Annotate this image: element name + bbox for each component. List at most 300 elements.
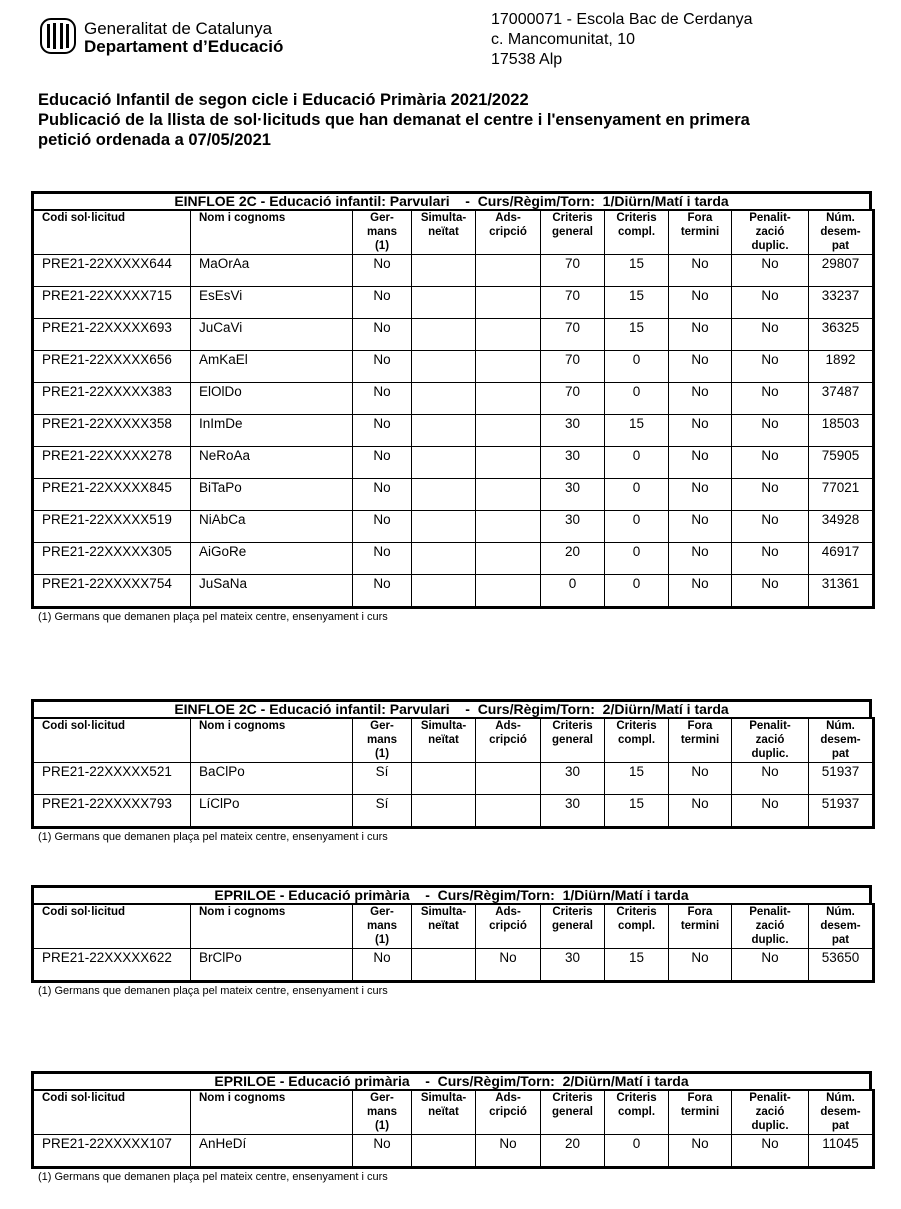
table-cell: No bbox=[669, 575, 732, 608]
table-cell: 11045 bbox=[809, 1135, 874, 1168]
table-cell: 20 bbox=[541, 1135, 605, 1168]
column-header bbox=[732, 904, 809, 949]
column-header-line: Criteris bbox=[616, 1092, 657, 1104]
column-header-line: desem- bbox=[820, 734, 861, 746]
table-row bbox=[33, 383, 874, 415]
table-cell: PRE21-22XXXXX715 bbox=[33, 287, 191, 319]
column-header-line: zació bbox=[755, 920, 785, 932]
table-cell: PRE21-22XXXXX845 bbox=[33, 479, 191, 511]
table-cell bbox=[476, 575, 541, 608]
column-header-line: neïtat bbox=[428, 1106, 459, 1118]
table-cell: LíClPo bbox=[191, 795, 353, 828]
column-header-line: desem- bbox=[820, 226, 861, 238]
table-cell bbox=[476, 383, 541, 415]
column-header-line: Núm. bbox=[826, 212, 855, 224]
column-header bbox=[809, 904, 874, 949]
column-header-line: Criteris bbox=[616, 212, 657, 224]
column-header bbox=[541, 1090, 605, 1135]
admissions-table bbox=[31, 903, 875, 983]
column-header-line: Ger- bbox=[370, 1092, 394, 1104]
table-cell bbox=[412, 255, 476, 287]
column-header bbox=[669, 718, 732, 763]
table-cell: 30 bbox=[541, 795, 605, 828]
table-cell: No bbox=[669, 415, 732, 447]
table-cell: No bbox=[732, 763, 809, 795]
column-header-line: Codi sol·licitud bbox=[42, 212, 126, 224]
column-header-line: Ger- bbox=[370, 212, 394, 224]
table-cell: JuCaVi bbox=[191, 319, 353, 351]
column-header bbox=[33, 1090, 191, 1135]
column-header bbox=[476, 1090, 541, 1135]
table-cell: 30 bbox=[541, 949, 605, 982]
column-header-line: Codi sol·licitud bbox=[42, 1092, 126, 1104]
table-row bbox=[33, 511, 874, 543]
column-header bbox=[605, 210, 669, 255]
table-cell: No bbox=[732, 447, 809, 479]
table-caption: EPRILOE - Educació primària - Curs/Règim/Torn: 2/Diürn/Matí i tarda bbox=[31, 1071, 872, 1089]
table-cell bbox=[476, 255, 541, 287]
column-header-line: cripció bbox=[489, 920, 527, 932]
table-cell: No bbox=[669, 255, 732, 287]
column-header-line: pat bbox=[831, 934, 850, 946]
table-header-row bbox=[33, 1090, 874, 1135]
column-header bbox=[809, 210, 874, 255]
column-header bbox=[412, 718, 476, 763]
table-cell: BrClPo bbox=[191, 949, 353, 982]
column-header-line: zació bbox=[755, 1106, 785, 1118]
table-cell: PRE21-22XXXXX383 bbox=[33, 383, 191, 415]
column-header bbox=[412, 1090, 476, 1135]
table-cell: No bbox=[669, 383, 732, 415]
table-cell: No bbox=[732, 511, 809, 543]
table-row bbox=[33, 949, 874, 982]
column-header-line: Núm. bbox=[826, 1092, 855, 1104]
column-header-line: Nom i cognoms bbox=[199, 212, 286, 224]
table-cell: No bbox=[732, 543, 809, 575]
table-caption: EINFLOE 2C - Educació infantil: Parvulari - Curs/Règim/Torn: 2/Diürn/Matí i tarda bbox=[31, 699, 872, 717]
column-header bbox=[191, 210, 353, 255]
department-name: Departament d’Educació bbox=[84, 37, 284, 56]
table-cell: PRE21-22XXXXX693 bbox=[33, 319, 191, 351]
table-cell: AmKaEl bbox=[191, 351, 353, 383]
column-header bbox=[476, 904, 541, 949]
document-title bbox=[38, 90, 848, 150]
table-cell: No bbox=[669, 479, 732, 511]
admissions-table-block bbox=[31, 885, 872, 997]
table-cell: 46917 bbox=[809, 543, 874, 575]
table-cell: No bbox=[732, 795, 809, 828]
table-cell: No bbox=[353, 575, 412, 608]
column-header bbox=[412, 210, 476, 255]
table-cell: InImDe bbox=[191, 415, 353, 447]
column-header-line: Ads- bbox=[495, 212, 521, 224]
table-row bbox=[33, 351, 874, 383]
table-cell bbox=[412, 795, 476, 828]
column-header-line: neïtat bbox=[428, 734, 459, 746]
column-header-line: desem- bbox=[820, 920, 861, 932]
table-cell: No bbox=[353, 511, 412, 543]
table-cell: 34928 bbox=[809, 511, 874, 543]
admissions-table bbox=[31, 717, 875, 829]
table-cell: No bbox=[669, 1135, 732, 1168]
table-cell: No bbox=[669, 543, 732, 575]
table-cell bbox=[412, 763, 476, 795]
table-cell bbox=[412, 319, 476, 351]
table-cell: 70 bbox=[541, 319, 605, 351]
table-cell: 75905 bbox=[809, 447, 874, 479]
table-cell: No bbox=[669, 511, 732, 543]
table-cell: 1892 bbox=[809, 351, 874, 383]
table-cell: 0 bbox=[605, 511, 669, 543]
table-cell: NeRoAa bbox=[191, 447, 353, 479]
table-cell: PRE21-22XXXXX644 bbox=[33, 255, 191, 287]
table-cell: No bbox=[353, 319, 412, 351]
table-cell: MaOrAa bbox=[191, 255, 353, 287]
table-cell: 0 bbox=[541, 575, 605, 608]
column-header-line: pat bbox=[831, 1120, 850, 1132]
column-header bbox=[809, 718, 874, 763]
admissions-table-block bbox=[31, 191, 872, 623]
school-street: c. Mancomunitat, 10 bbox=[491, 31, 636, 48]
table-cell: 36325 bbox=[809, 319, 874, 351]
table-cell: 15 bbox=[605, 415, 669, 447]
table-cell: No bbox=[732, 415, 809, 447]
column-header bbox=[669, 1090, 732, 1135]
title-line-1: Educació Infantil de segon cicle i Educació Primària 2021/2022 bbox=[38, 91, 529, 109]
column-header bbox=[541, 718, 605, 763]
column-header-line: duplic. bbox=[751, 1120, 789, 1132]
column-header-line: neïtat bbox=[428, 226, 459, 238]
column-header bbox=[732, 1090, 809, 1135]
table-cell: 15 bbox=[605, 319, 669, 351]
table-row bbox=[33, 543, 874, 575]
table-cell: 51937 bbox=[809, 795, 874, 828]
org-name: Generalitat de Catalunya bbox=[84, 19, 273, 38]
table-row bbox=[33, 479, 874, 511]
table-cell: No bbox=[669, 795, 732, 828]
column-header-line: duplic. bbox=[751, 748, 789, 760]
column-header-line: Criteris bbox=[616, 720, 657, 732]
admissions-table-block bbox=[31, 699, 872, 843]
title-line-3: petició ordenada a 07/05/2021 bbox=[38, 131, 271, 149]
column-header-line: zació bbox=[755, 226, 785, 238]
column-header-line: cripció bbox=[489, 734, 527, 746]
table-cell: 0 bbox=[605, 543, 669, 575]
column-header bbox=[353, 210, 412, 255]
column-header-line: general bbox=[552, 734, 593, 746]
table-cell: 0 bbox=[605, 351, 669, 383]
table-cell: No bbox=[669, 447, 732, 479]
table-cell: PRE21-22XXXXX793 bbox=[33, 795, 191, 828]
table-cell: 15 bbox=[605, 287, 669, 319]
table-cell: 15 bbox=[605, 255, 669, 287]
column-header-line: (1) bbox=[374, 934, 390, 946]
table-cell: 15 bbox=[605, 763, 669, 795]
column-header bbox=[191, 718, 353, 763]
table-cell: 30 bbox=[541, 447, 605, 479]
column-header-line: Codi sol·licitud bbox=[42, 906, 126, 918]
table-cell: EsEsVi bbox=[191, 287, 353, 319]
column-header-line: Nom i cognoms bbox=[199, 1092, 286, 1104]
column-header-line: cripció bbox=[489, 1106, 527, 1118]
column-header-line: Penalit- bbox=[749, 212, 791, 224]
column-header bbox=[33, 904, 191, 949]
column-header bbox=[809, 1090, 874, 1135]
column-header-line: general bbox=[552, 920, 593, 932]
table-cell: No bbox=[353, 543, 412, 575]
table-cell: No bbox=[732, 287, 809, 319]
table-header-row bbox=[33, 904, 874, 949]
table-cell: 0 bbox=[605, 575, 669, 608]
table-cell: 29807 bbox=[809, 255, 874, 287]
table-cell: 20 bbox=[541, 543, 605, 575]
table-cell: PRE21-22XXXXX519 bbox=[33, 511, 191, 543]
column-header-line: Criteris bbox=[552, 1092, 593, 1104]
table-cell: No bbox=[669, 287, 732, 319]
column-header-line: termini bbox=[680, 226, 720, 238]
admissions-table-block bbox=[31, 1071, 872, 1183]
column-header-line: compl. bbox=[617, 920, 656, 932]
column-header-line: desem- bbox=[820, 1106, 861, 1118]
table-cell: PRE21-22XXXXX305 bbox=[33, 543, 191, 575]
column-header-line: Penalit- bbox=[749, 720, 791, 732]
table-cell: No bbox=[353, 415, 412, 447]
column-header-line: termini bbox=[680, 734, 720, 746]
column-header-line: Simulta- bbox=[420, 212, 467, 224]
table-cell bbox=[476, 415, 541, 447]
table-cell bbox=[476, 795, 541, 828]
column-header bbox=[669, 210, 732, 255]
table-cell bbox=[412, 287, 476, 319]
table-row bbox=[33, 1135, 874, 1168]
table-row bbox=[33, 287, 874, 319]
table-cell: 15 bbox=[605, 949, 669, 982]
column-header-line: duplic. bbox=[751, 934, 789, 946]
table-cell bbox=[412, 479, 476, 511]
table-cell: No bbox=[353, 949, 412, 982]
column-header-line: Criteris bbox=[552, 906, 593, 918]
column-header-line: Fora bbox=[687, 720, 713, 732]
table-cell: NiAbCa bbox=[191, 511, 353, 543]
table-cell bbox=[412, 543, 476, 575]
column-header-line: Criteris bbox=[552, 212, 593, 224]
table-cell: JuSaNa bbox=[191, 575, 353, 608]
table-cell: No bbox=[732, 949, 809, 982]
column-header-line: termini bbox=[680, 1106, 720, 1118]
column-header-line: Simulta- bbox=[420, 1092, 467, 1104]
column-header bbox=[732, 718, 809, 763]
table-row bbox=[33, 319, 874, 351]
column-header bbox=[191, 904, 353, 949]
column-header bbox=[669, 904, 732, 949]
table-cell bbox=[412, 949, 476, 982]
column-header-line: mans bbox=[366, 1106, 398, 1118]
column-header-line: duplic. bbox=[751, 240, 789, 252]
table-cell: 15 bbox=[605, 795, 669, 828]
table-cell: 0 bbox=[605, 479, 669, 511]
column-header bbox=[541, 210, 605, 255]
table-caption: EPRILOE - Educació primària - Curs/Règim/Torn: 1/Diürn/Matí i tarda bbox=[31, 885, 872, 903]
table-cell: No bbox=[732, 479, 809, 511]
table-cell: 30 bbox=[541, 415, 605, 447]
column-header-line: Fora bbox=[687, 1092, 713, 1104]
column-header bbox=[476, 210, 541, 255]
table-cell: PRE21-22XXXXX107 bbox=[33, 1135, 191, 1168]
table-cell bbox=[412, 447, 476, 479]
table-cell: BiTaPo bbox=[191, 479, 353, 511]
column-header bbox=[412, 904, 476, 949]
column-header bbox=[605, 1090, 669, 1135]
column-header-line: cripció bbox=[489, 226, 527, 238]
table-footnote: (1) Germans que demanen plaça pel mateix centre, ensenyament i curs bbox=[38, 1171, 388, 1183]
table-cell bbox=[476, 763, 541, 795]
table-cell bbox=[476, 511, 541, 543]
table-cell: No bbox=[669, 351, 732, 383]
table-cell: No bbox=[353, 255, 412, 287]
table-cell: 0 bbox=[605, 383, 669, 415]
table-cell: 30 bbox=[541, 511, 605, 543]
table-cell: No bbox=[732, 319, 809, 351]
column-header-line: compl. bbox=[617, 734, 656, 746]
column-header bbox=[605, 718, 669, 763]
table-cell: 30 bbox=[541, 763, 605, 795]
table-row bbox=[33, 575, 874, 608]
column-header-line: mans bbox=[366, 734, 398, 746]
column-header-line: zació bbox=[755, 734, 785, 746]
column-header-line: Nom i cognoms bbox=[199, 906, 286, 918]
table-cell: No bbox=[669, 949, 732, 982]
table-cell: PRE21-22XXXXX521 bbox=[33, 763, 191, 795]
column-header-line: Ads- bbox=[495, 906, 521, 918]
table-cell: 70 bbox=[541, 287, 605, 319]
column-header bbox=[33, 718, 191, 763]
table-cell: 70 bbox=[541, 383, 605, 415]
table-caption: EINFLOE 2C - Educació infantil: Parvulari - Curs/Règim/Torn: 1/Diürn/Matí i tarda bbox=[31, 191, 872, 209]
table-cell: No bbox=[353, 479, 412, 511]
column-header bbox=[191, 1090, 353, 1135]
table-cell bbox=[412, 1135, 476, 1168]
table-cell: 37487 bbox=[809, 383, 874, 415]
table-cell bbox=[412, 511, 476, 543]
column-header-line: termini bbox=[680, 920, 720, 932]
table-cell: PRE21-22XXXXX656 bbox=[33, 351, 191, 383]
school-name: 17000071 - Escola Bac de Cerdanya bbox=[491, 11, 753, 28]
table-cell: 53650 bbox=[809, 949, 874, 982]
table-cell: PRE21-22XXXXX358 bbox=[33, 415, 191, 447]
column-header-line: Criteris bbox=[616, 906, 657, 918]
column-header-line: Fora bbox=[687, 906, 713, 918]
generalitat-logo-icon bbox=[40, 18, 76, 54]
table-row bbox=[33, 255, 874, 287]
column-header-line: compl. bbox=[617, 226, 656, 238]
table-cell: PRE21-22XXXXX278 bbox=[33, 447, 191, 479]
column-header-line: (1) bbox=[374, 748, 390, 760]
table-cell: 70 bbox=[541, 351, 605, 383]
column-header-line: Codi sol·licitud bbox=[42, 720, 126, 732]
column-header-line: (1) bbox=[374, 1120, 390, 1132]
column-header bbox=[541, 904, 605, 949]
column-header-line: Ger- bbox=[370, 906, 394, 918]
table-cell bbox=[412, 415, 476, 447]
table-cell: No bbox=[476, 949, 541, 982]
column-header bbox=[732, 210, 809, 255]
column-header-line: pat bbox=[831, 748, 850, 760]
table-cell: No bbox=[669, 763, 732, 795]
table-cell: 30 bbox=[541, 479, 605, 511]
table-cell bbox=[412, 575, 476, 608]
table-cell bbox=[476, 447, 541, 479]
column-header bbox=[476, 718, 541, 763]
column-header-line: Ads- bbox=[495, 1092, 521, 1104]
table-header-row bbox=[33, 210, 874, 255]
table-row bbox=[33, 447, 874, 479]
table-cell: 77021 bbox=[809, 479, 874, 511]
column-header-line: Criteris bbox=[552, 720, 593, 732]
column-header-line: Fora bbox=[687, 212, 713, 224]
column-header-line: mans bbox=[366, 226, 398, 238]
table-cell: PRE21-22XXXXX754 bbox=[33, 575, 191, 608]
table-cell: BaClPo bbox=[191, 763, 353, 795]
table-cell: No bbox=[353, 351, 412, 383]
table-cell: Sí bbox=[353, 795, 412, 828]
column-header-line: general bbox=[552, 1106, 593, 1118]
table-cell: 0 bbox=[605, 1135, 669, 1168]
column-header-line: Núm. bbox=[826, 906, 855, 918]
column-header-line: compl. bbox=[617, 1106, 656, 1118]
column-header-line: pat bbox=[831, 240, 850, 252]
column-header-line: Ger- bbox=[370, 720, 394, 732]
table-cell bbox=[476, 351, 541, 383]
column-header bbox=[33, 210, 191, 255]
table-footnote: (1) Germans que demanen plaça pel mateix centre, ensenyament i curs bbox=[38, 611, 388, 623]
column-header bbox=[605, 904, 669, 949]
column-header bbox=[353, 1090, 412, 1135]
table-cell bbox=[476, 287, 541, 319]
table-cell: No bbox=[669, 319, 732, 351]
column-header-line: Simulta- bbox=[420, 906, 467, 918]
table-cell bbox=[412, 351, 476, 383]
column-header bbox=[353, 718, 412, 763]
admissions-table bbox=[31, 1089, 875, 1169]
title-line-2: Publicació de la llista de sol·licituds que han demanat el centre i l'ensenyament en primera bbox=[38, 111, 750, 129]
column-header-line: Penalit- bbox=[749, 1092, 791, 1104]
table-cell: No bbox=[353, 1135, 412, 1168]
table-cell: No bbox=[732, 255, 809, 287]
column-header-line: general bbox=[552, 226, 593, 238]
table-cell: No bbox=[732, 383, 809, 415]
school-city: 17538 Alp bbox=[491, 51, 563, 68]
table-row bbox=[33, 415, 874, 447]
table-cell: No bbox=[353, 447, 412, 479]
table-cell bbox=[412, 383, 476, 415]
table-cell: AiGoRe bbox=[191, 543, 353, 575]
table-cell: 31361 bbox=[809, 575, 874, 608]
column-header-line: neïtat bbox=[428, 920, 459, 932]
school-address bbox=[491, 10, 753, 70]
table-cell bbox=[476, 479, 541, 511]
admissions-table bbox=[31, 209, 875, 609]
table-cell: Sí bbox=[353, 763, 412, 795]
table-cell bbox=[476, 319, 541, 351]
table-cell: AnHeDí bbox=[191, 1135, 353, 1168]
table-cell: 18503 bbox=[809, 415, 874, 447]
table-footnote: (1) Germans que demanen plaça pel mateix centre, ensenyament i curs bbox=[38, 985, 388, 997]
table-cell: 0 bbox=[605, 447, 669, 479]
table-cell: No bbox=[732, 1135, 809, 1168]
table-cell: 33237 bbox=[809, 287, 874, 319]
table-cell bbox=[476, 543, 541, 575]
column-header-line: Nom i cognoms bbox=[199, 720, 286, 732]
